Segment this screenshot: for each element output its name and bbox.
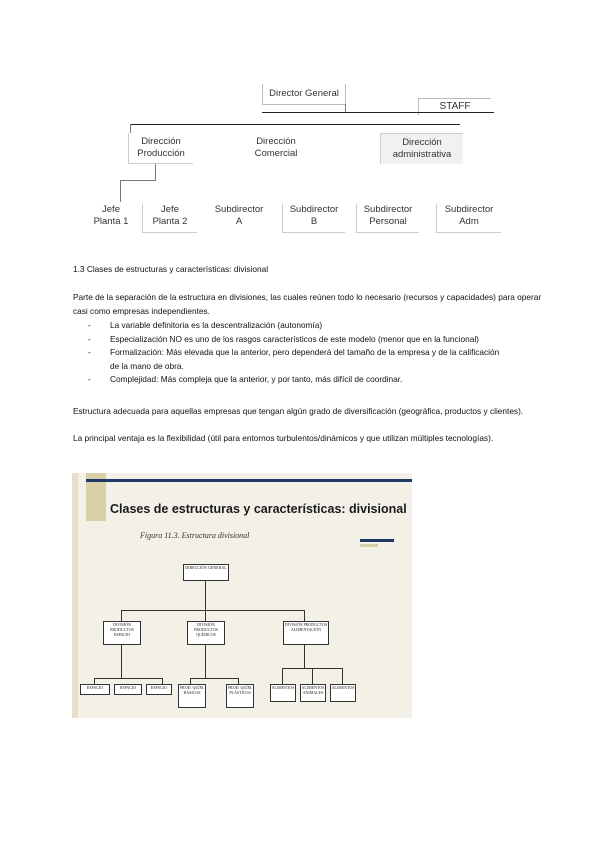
slide-connector <box>304 644 305 668</box>
org-dir-comercial <box>240 133 312 163</box>
bullet-list <box>88 319 508 387</box>
org-dir-comercial-l1: Dirección <box>256 136 296 147</box>
slide-connector <box>282 668 283 684</box>
slide-unit-box: ESPACIO <box>80 684 110 695</box>
slide-connector <box>121 644 122 678</box>
org-subdirector-personal-l2: Personal <box>369 216 407 227</box>
org-subdirector-adm-l1: Subdirector <box>444 204 494 215</box>
org-jefe-planta-2-l2: Planta 2 <box>152 216 188 227</box>
section-para-2: Estructura adecuada para aquellas empresas que tengan algún grado de diversificación (geográfica, productos y clientes). <box>73 406 524 416</box>
slide-left-margin <box>72 473 78 718</box>
org-director-general <box>262 84 346 105</box>
slide-division-box: DIVISIÓN PRODUCTOS ESPACIO <box>103 621 141 645</box>
org-level2-rule <box>130 124 460 125</box>
slide-connector <box>121 610 122 621</box>
slide-unit-box: ESPACIO <box>114 684 142 695</box>
slide-accent-mark <box>360 539 394 542</box>
section-intro: Parte de la separación de la estructura en divisiones, las cuales reúnen todo lo necesario (recursos y capacidades) para operar casi como empresas independientes. <box>73 292 542 316</box>
slide-unit-box: ALIMENTOS ANIMALES <box>300 684 326 702</box>
org-jefe-planta-1-l2: Planta 1 <box>93 216 129 227</box>
slide-caption: Figura 11.3. Estructura divisional <box>140 531 250 540</box>
org-dir-administrativa-l1: Dirección <box>402 137 442 148</box>
list-item: - La variable definitoria es la descentralización (autonomía) <box>88 319 508 333</box>
org-dir-administrativa-l2: administrativa <box>392 149 452 160</box>
org-subdirector-personal-l1: Subdirector <box>363 204 413 215</box>
slide-unit-box: ALIMENTOS <box>330 684 356 702</box>
org-jefe-planta-2 <box>142 204 197 233</box>
slide-unit-box: ESPACIO <box>146 684 172 695</box>
org-dir-administrativa <box>380 133 463 164</box>
section-heading: 1.3 Clases de estructuras y características: divisional <box>73 264 269 274</box>
org-subdirector-b-l2: B <box>310 216 318 227</box>
org-dir-produccion <box>128 133 193 164</box>
org-subdirector-a <box>208 204 270 232</box>
list-item: - Complejidad: Más compleja que la anterior, y por tanto, más difícil de coordinar. <box>88 373 508 387</box>
slide-unit-box: PROD. QUÍM. BÁSICOS <box>178 684 206 708</box>
org-connector <box>120 180 121 202</box>
slide-top-box: DIRECCIÓN GENERAL <box>183 564 229 581</box>
section-para-3: La principal ventaja es la flexibilidad (útil para entornos turbulentos/dinámicos y que utilizan múltiples tecnologías). <box>73 433 494 443</box>
slide-connector <box>342 668 343 684</box>
org-dir-produccion-l1: Dirección <box>141 136 181 147</box>
org-jefe-planta-1-l1: Jefe <box>102 204 120 215</box>
org-connector <box>155 164 156 180</box>
org-subdirector-a-l2: A <box>235 216 243 227</box>
slide-connector <box>205 610 206 621</box>
org-subdirector-b <box>282 204 345 233</box>
org-subdirector-b-l1: Subdirector <box>289 204 339 215</box>
slide-connector <box>94 678 162 679</box>
org-connector <box>345 104 346 112</box>
slide-division-box: DIVISIÓN PRODUCTOS ALIMENTACIÓN <box>283 621 329 645</box>
org-dir-produccion-l2: Producción <box>137 148 185 159</box>
org-subdirector-personal <box>356 204 419 233</box>
org-subdirector-adm-l2: Adm <box>459 216 479 227</box>
slide-image <box>72 473 412 718</box>
slide-connector <box>205 644 206 678</box>
slide-division-box: DIVISIÓN PRODUCTOS QUÍMICOS <box>187 621 225 645</box>
org-connector <box>120 180 156 181</box>
slide-connector <box>190 678 238 679</box>
slide-unit-box: ALIMENTOS <box>270 684 296 702</box>
slide-connector <box>304 610 305 621</box>
slide-unit-box: PROD. QUÍM. PLÁSTICOS <box>226 684 254 708</box>
slide-title: Clases de estructuras y características: divisional <box>110 502 407 516</box>
org-dir-comercial-l2: Comercial <box>254 148 298 159</box>
slide-accent-bar <box>86 479 412 482</box>
org-jefe-planta-1 <box>84 204 138 232</box>
slide-connector <box>312 668 313 684</box>
org-subdirector-adm <box>436 204 501 233</box>
slide-connector <box>121 610 304 611</box>
org-jefe-planta-2-l1: Jefe <box>161 204 179 215</box>
org-main-rule <box>262 112 494 113</box>
list-item: - Formalización: Más elevada que la anterior, pero dependerá del tamaño de la empresa y de la calificación de la mano de obra. <box>88 346 508 373</box>
org-subdirector-a-l1: Subdirector <box>214 204 264 215</box>
list-item: - Especialización NO es uno de los rasgos característicos de este modelo (menor que en la funcional) <box>88 333 508 347</box>
slide-tan-mark <box>360 544 378 547</box>
org-staff-label: STAFF <box>439 101 471 112</box>
slide-connector <box>205 580 206 610</box>
org-director-general-label: Director General <box>269 88 339 99</box>
